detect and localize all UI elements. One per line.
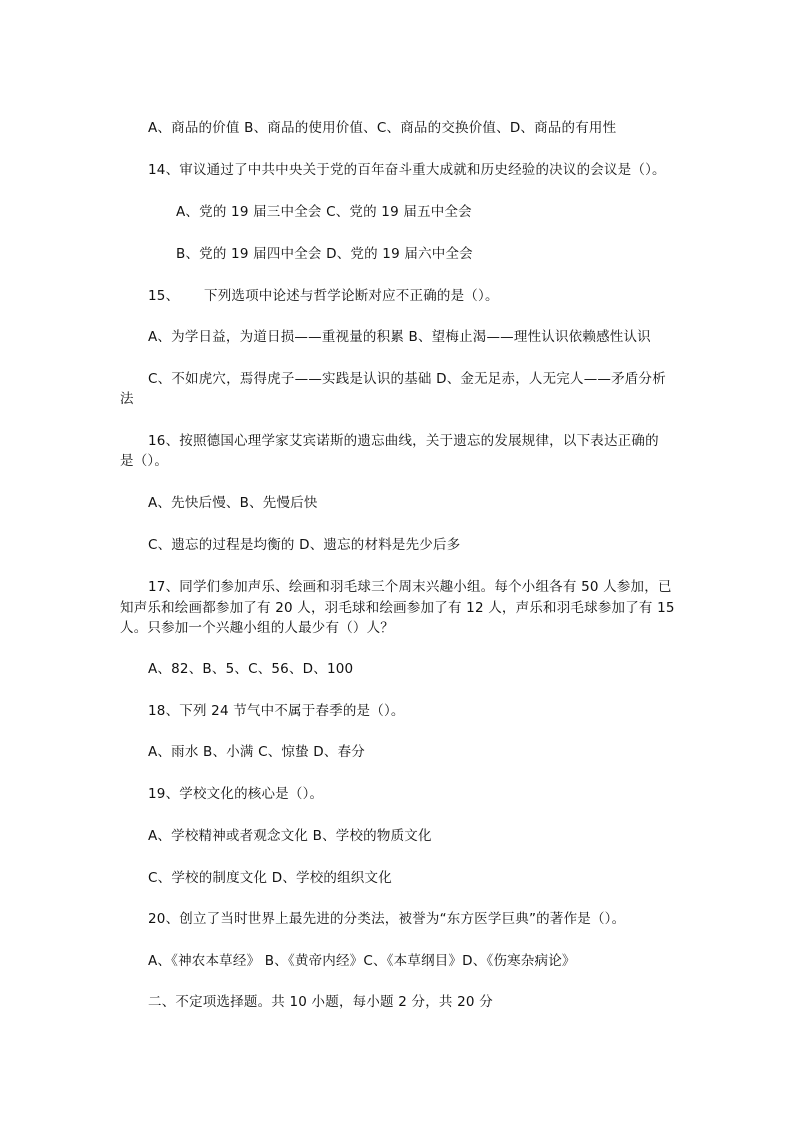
q18-question: 18、下列 24 节气中不属于春季的是（）。 bbox=[148, 703, 405, 719]
q14-options-bd: B、党的 19 届四中全会 D、党的 19 届六中全会 bbox=[176, 246, 473, 262]
q17-question-1: 17、同学们参加声乐、绘画和羽毛球三个周末兴趣小组。每个小组各有 50 人参加，已 bbox=[148, 579, 672, 595]
q17-question-3: 人。只参加一个兴趣小组的人最少有（）人？ bbox=[120, 620, 394, 636]
q13-options: A、商品的价值 B、商品的使用价值、C、商品的交换价值、D、商品的有用性 bbox=[148, 120, 617, 136]
q15-options-cd: C、不如虎穴，焉得虎子——实践是认识的基础 D、金无足赤，人无完人——矛盾分析 bbox=[148, 371, 666, 387]
q15-options-cd-cont: 法 bbox=[120, 391, 134, 407]
q17-options: A、82、B、5、C、56、D、100 bbox=[148, 661, 354, 677]
q15-options-ab: A、为学日益，为道日损——重视量的积累 B、望梅止渴——理性认识依赖感性认识 bbox=[148, 329, 651, 345]
q17-question-2: 知声乐和绘画都参加了有 20 人，羽毛球和绘画参加了有 12 人，声乐和羽毛球参加了有 15 bbox=[120, 600, 675, 616]
q16-question: 16、按照德国心理学家艾宾诺斯的遗忘曲线，关于遗忘的发展规律，以下表达正确的 bbox=[148, 433, 659, 449]
q19-question: 19、学校文化的核心是（）。 bbox=[148, 786, 324, 802]
q16-question-cont: 是（）。 bbox=[120, 453, 169, 469]
section-heading: 二、不定项选择题。共 10 小题，每小题 2 分，共 20 分 bbox=[148, 994, 493, 1010]
q14-options-ac: A、党的 19 届三中全会 C、党的 19 届五中全会 bbox=[176, 204, 472, 220]
q20-options: A、《神农本草经》 B、《黄帝内经》C、《本草纲目》D、《伤寒杂病论》 bbox=[148, 953, 576, 969]
q16-options-ab: A、先快后慢、B、先慢后快 bbox=[148, 495, 318, 511]
q15-number: 15、 bbox=[148, 288, 180, 304]
q18-options: A、雨水 B、小满 C、惊蛰 D、春分 bbox=[148, 744, 365, 760]
q19-options-cd: C、学校的制度文化 D、学校的组织文化 bbox=[148, 870, 392, 886]
q19-options-ab: A、学校精神或者观念文化 B、学校的物质文化 bbox=[148, 828, 432, 844]
q20-question: 20、创立了当时世界上最先进的分类法，被誉为“东方医学巨典”的著作是（）。 bbox=[148, 911, 626, 927]
q15-question: 下列选项中论述与哲学论断对应不正确的是（）。 bbox=[204, 288, 499, 304]
q14-question: 14、审议通过了中共中央关于党的百年奋斗重大成就和历史经验的决议的会议是（）。 bbox=[148, 162, 666, 178]
q16-options-cd: C、遗忘的过程是均衡的 D、遗忘的材料是先少后多 bbox=[148, 537, 461, 553]
